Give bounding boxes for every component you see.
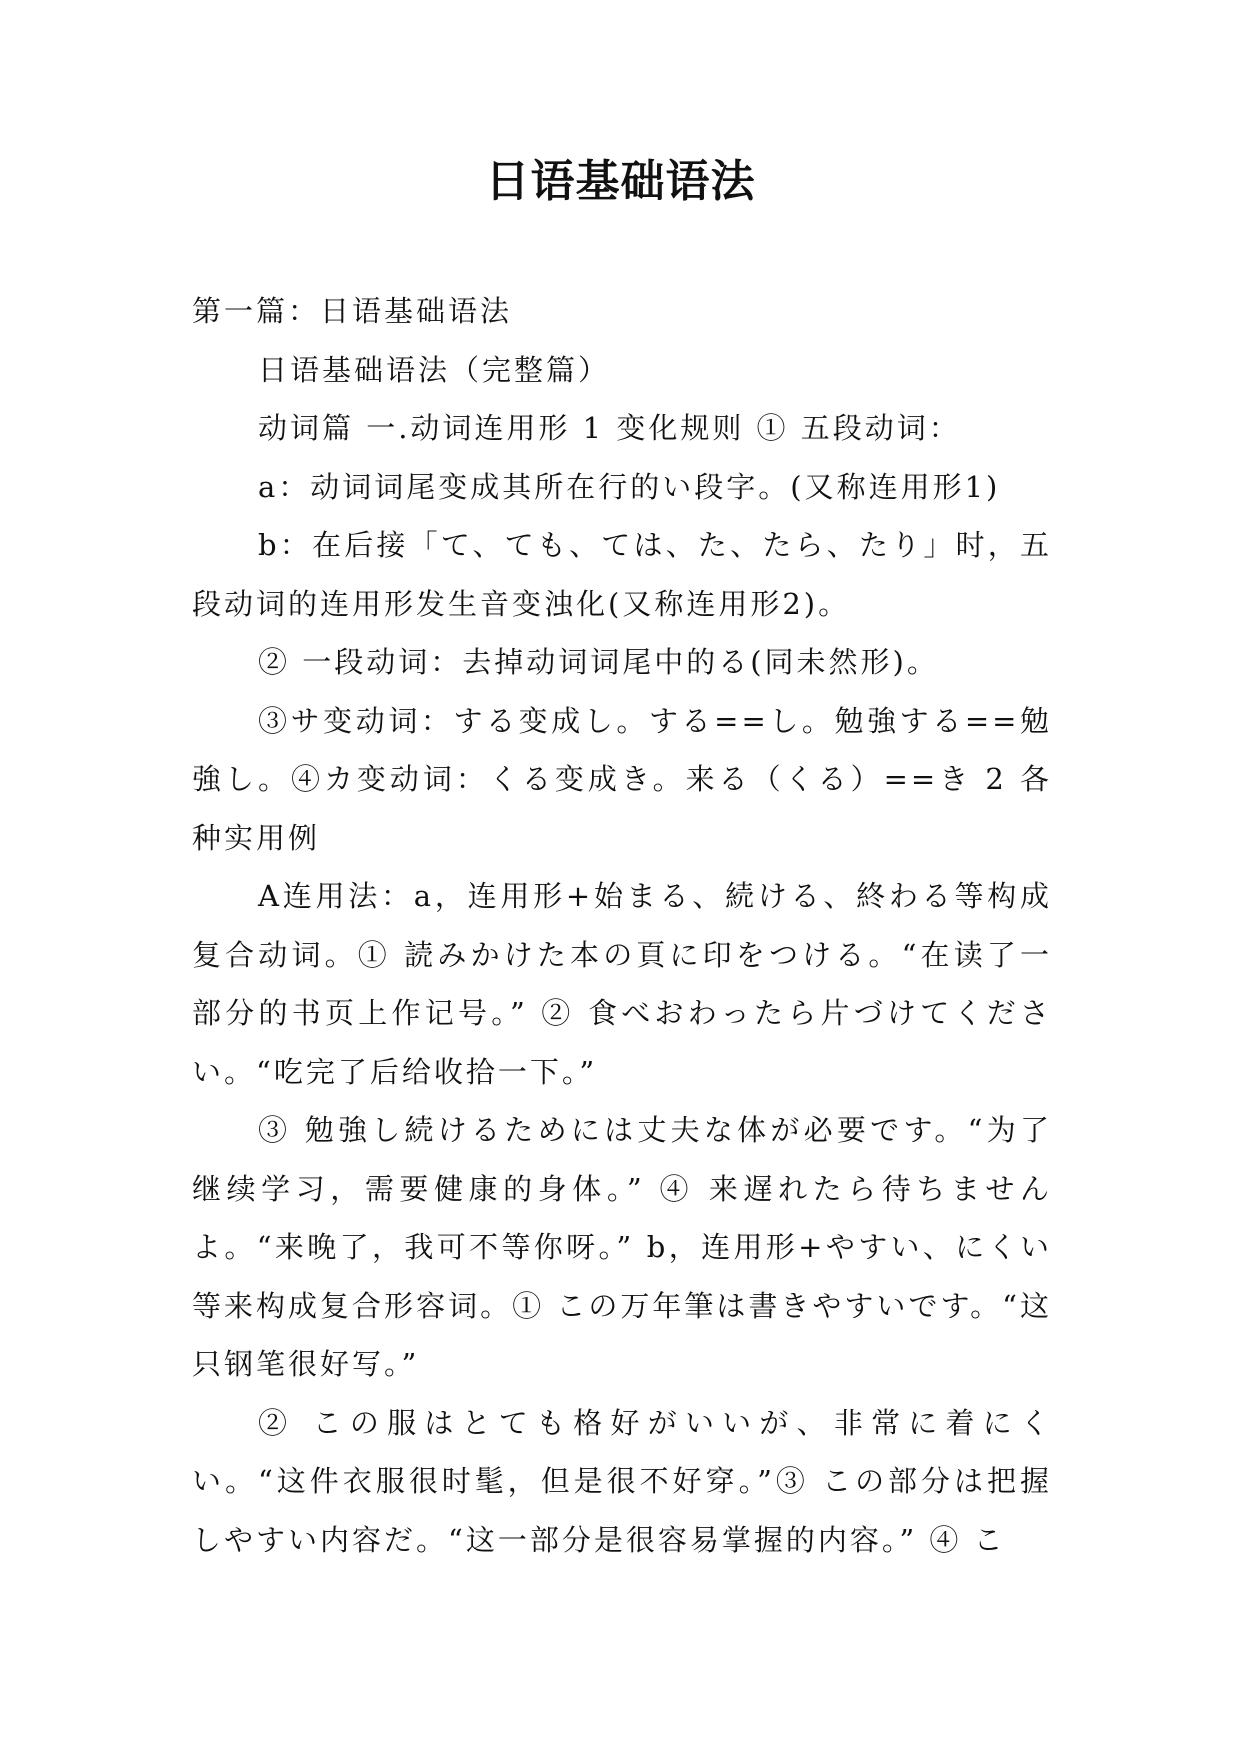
paragraph: ③サ变动词：する变成し。する==し。勉強する==勉強し。④カ变动词：くる变成き。来る（くる）==き 2 各种实用例	[192, 703, 1052, 855]
paragraph: A连用法：a，连用形+始まる、続ける、終わる等构成复合动词。① 読みかけた本の頁に印をつける。“在读了一部分的书页上作记号。” ② 食べおわったら片づけてください。“吃完了后给收拾一下。”	[192, 879, 1052, 1089]
paragraph: ② この服はとても格好がいいが、非常に着にくい。“这件衣服很时髦，但是很不好穿。”③ この部分は把握しやすい内容だ。“这一部分是很容易掌握的内容。” ④ こ	[192, 1405, 1052, 1557]
paragraph-section-heading: 第一篇：日语基础语法	[192, 294, 513, 328]
document-title: 日语基础语法	[485, 156, 756, 207]
document-body	[192, 282, 1052, 1569]
paragraph-subtitle: 日语基础语法（完整篇）	[258, 352, 611, 387]
paragraph: b：在后接「て、ても、ては、た、たら、たり」时，五段动词的连用形发生音变浊化(又称连用形2)。	[192, 528, 1052, 621]
paragraph: a：动词词尾变成其所在行的い段字。(又称连用形1)	[258, 469, 1001, 504]
paragraph: ② 一段动词：去掉动词词尾中的る(同未然形)。	[258, 645, 939, 679]
paragraph: 动词篇 一.动词连用形 1 变化规则 ① 五段动词：	[258, 411, 961, 445]
paragraph: ③ 勉強し続けるためには丈夫な体が必要です。“为了继续学习，需要健康的身体。” ④ 来遅れたら待ちませんよ。“来晚了，我可不等你呀。” b，连用形+やすい、にくい等来构成复合形容词。① この万年筆は書きやすいです。“这只钢笔很好写。”	[192, 1113, 1052, 1381]
